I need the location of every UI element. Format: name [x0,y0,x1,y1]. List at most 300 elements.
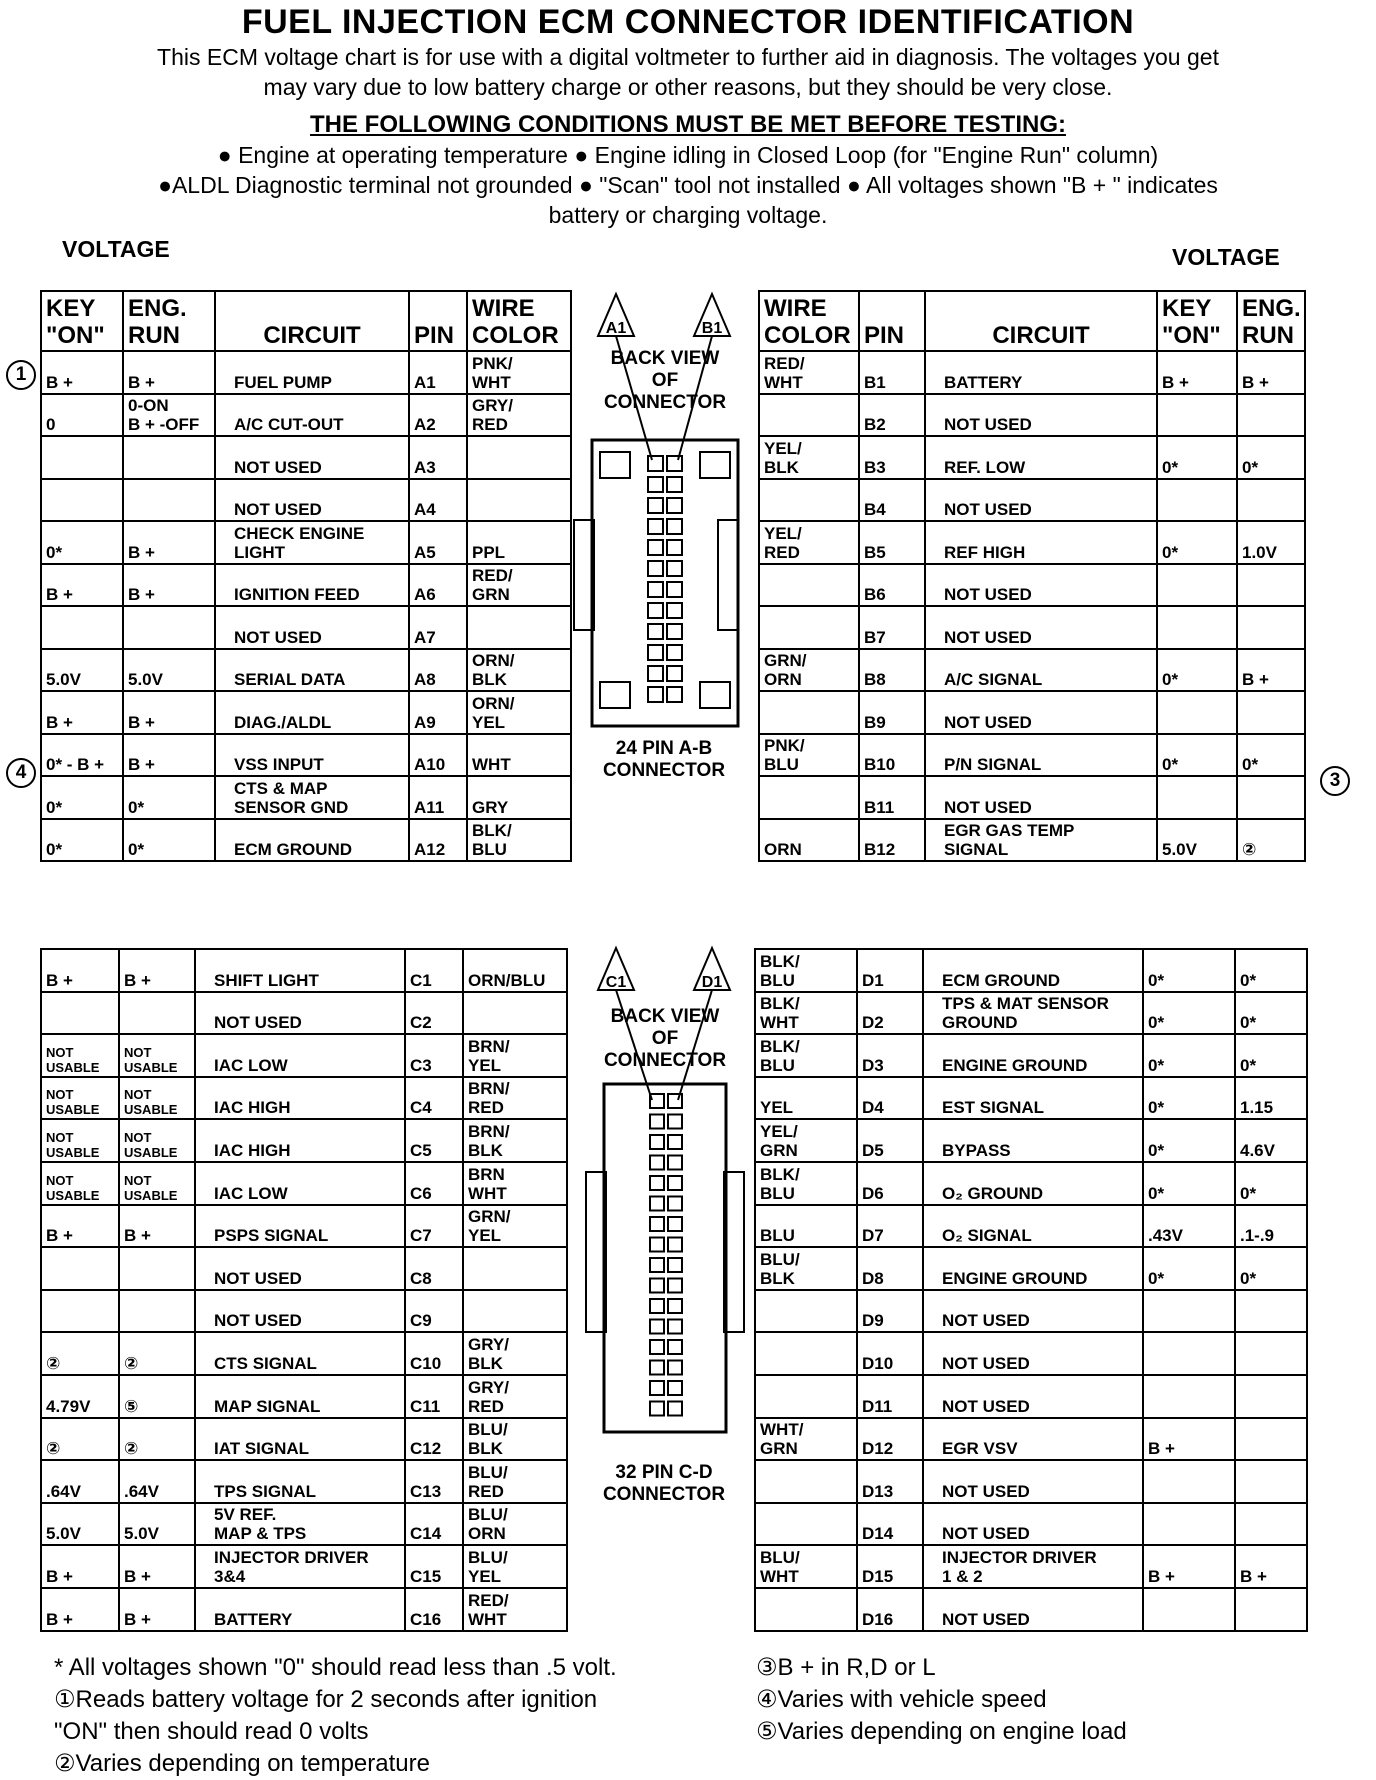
table-cell: D6 [857,1162,923,1205]
table-cell: PSPS SIGNAL [195,1205,405,1248]
table-cell: ⑤ [119,1375,195,1418]
table-cell: D10 [857,1332,923,1375]
connector-pin [650,1340,664,1354]
table-cell: GRY/ RED [463,1375,567,1418]
table-row [755,1418,1307,1461]
table-row [755,1162,1307,1205]
table-cell: 0* [1143,1034,1235,1077]
table-row [41,1545,567,1588]
table-cell: BLU/ YEL [463,1545,567,1588]
table-cell: 0* - B + [41,734,123,777]
table-cell: INJECTOR DRIVER 3&4 [195,1545,405,1588]
table-row [41,1375,567,1418]
table-row [41,1588,567,1631]
table-cell: IGNITION FEED [215,564,409,607]
table-row [755,1205,1307,1248]
connector-pin [668,1135,682,1149]
table-cell: B + [119,1545,195,1588]
table-cell: 0* [1157,521,1237,564]
table-cell: B + [1143,1418,1235,1461]
table-cell: NOT USED [215,479,409,522]
connector-pin [667,477,682,492]
table-cell: NOT USED [925,691,1157,734]
table-cell [1237,691,1305,734]
connector-body [592,440,738,726]
table-cell: B11 [859,776,925,819]
table-cell: EGR VSV [923,1418,1143,1461]
connector-pin [667,645,682,660]
table-cell: GRY/ RED [467,394,571,437]
table-cell: C14 [405,1503,463,1546]
col-wire-color: WIRE COLOR [759,291,859,351]
table-cell: C5 [405,1119,463,1162]
table-cell: 0* [1143,1077,1235,1120]
table-cell: ② [1237,819,1305,862]
col-key-on: KEY "ON" [41,291,123,351]
table-cell: PPL [467,521,571,564]
connector-pin [648,456,663,471]
table-cell [1157,776,1237,819]
table-cell: 0* [41,776,123,819]
connector-pin [650,1135,664,1149]
footnotes-left [54,1652,617,1780]
table-cell: 1.15 [1235,1077,1307,1120]
table-cell: NOT USABLE [41,1162,119,1205]
table-row [759,606,1305,649]
table-row [41,394,571,437]
table-cell [1157,394,1237,437]
table-cell: B2 [859,394,925,437]
connector-pin [668,1402,682,1416]
table-cell [119,1290,195,1333]
table-cell: B + [119,1205,195,1248]
table-cell [123,606,215,649]
table-row [41,436,571,479]
connector-pin [648,519,663,534]
connector-pin [668,1258,682,1272]
table-cell [41,992,119,1035]
table-cell [41,479,123,522]
connector-pin [668,1381,682,1395]
table-cell [41,436,123,479]
note-2: ②Varies depending on temperature [54,1750,430,1777]
connector-pin [668,1340,682,1354]
connector-a-table [40,290,572,862]
col-wire-color: WIRE COLOR [467,291,571,351]
table-cell: B + [119,949,195,992]
table-cell [1237,394,1305,437]
note-4: ④Varies with vehicle speed [756,1686,1047,1713]
table-cell: NOT USABLE [119,1077,195,1120]
table-row [41,1162,567,1205]
table-cell: RED/ WHT [463,1588,567,1631]
table-cell [123,479,215,522]
table-cell: TPS & MAT SENSOR GROUND [923,992,1143,1035]
table-cell [1235,1588,1307,1631]
table-row [41,649,571,692]
table-cell: .43V [1143,1205,1235,1248]
table-cell: B7 [859,606,925,649]
table-cell: A6 [409,564,467,607]
table-cell: NOT USED [925,776,1157,819]
table-row [41,1034,567,1077]
table-cell: D1 [857,949,923,992]
table-row [755,1290,1307,1333]
table-cell: BLU/ RED [463,1460,567,1503]
connector-cd-view-label: BACK VIEW OF CONNECTOR [603,1006,727,1071]
voltage-label-left: VOLTAGE [62,236,170,262]
table-row [41,351,571,394]
table-row [759,351,1305,394]
table-cell: BLK/ BLU [467,819,571,862]
table-row [755,1588,1307,1631]
table-cell: B4 [859,479,925,522]
connector-tab [600,682,630,708]
table-cell [41,1290,119,1333]
table-cell [759,606,859,649]
table-cell: EGR GAS TEMP SIGNAL [925,819,1157,862]
table-cell: ② [119,1332,195,1375]
table-cell: BLK/ BLU [755,949,857,992]
table-cell: BLK/ WHT [755,992,857,1035]
table-cell: A7 [409,606,467,649]
col-key-on: KEY "ON" [1157,291,1237,351]
table-cell: NOT USABLE [119,1034,195,1077]
table-cell [755,1460,857,1503]
connector-pin [668,1279,682,1293]
table-cell: WHT [467,734,571,777]
connector-pin [668,1361,682,1375]
table-cell: IAT SIGNAL [195,1418,405,1461]
table-cell: YEL/ GRN [755,1119,857,1162]
table-cell: BRN/ RED [463,1077,567,1120]
table-cell: C15 [405,1545,463,1588]
table-cell: D8 [857,1247,923,1290]
table-cell: ECM GROUND [215,819,409,862]
table-cell: B + [1157,351,1237,394]
table-cell: NOT USED [195,1247,405,1290]
footnotes-right [756,1652,1127,1748]
pin-c1-label: C1 [605,974,627,991]
table-cell: B8 [859,649,925,692]
table-cell [1235,1332,1307,1375]
connector-latch [718,520,738,630]
table-cell: 0* [1237,734,1305,777]
table-cell: NOT USED [923,1290,1143,1333]
table-cell: B + [1237,351,1305,394]
table-cell: REF HIGH [925,521,1157,564]
table-row [41,1460,567,1503]
table-cell: GRY/ BLK [463,1332,567,1375]
table-row [755,1503,1307,1546]
table-cell [467,606,571,649]
table-cell [463,1247,567,1290]
connector-pin [650,1238,664,1252]
table-cell: IAC LOW [195,1162,405,1205]
table-row [41,1503,567,1546]
table-cell: NOT USABLE [119,1162,195,1205]
table-cell: D2 [857,992,923,1035]
table-row [41,606,571,649]
table-cell: BATTERY [925,351,1157,394]
table-cell: NOT USED [923,1375,1143,1418]
table-cell: YEL [755,1077,857,1120]
table-cell: B10 [859,734,925,777]
col-pin: PIN [859,291,925,351]
table-cell: ENGINE GROUND [923,1034,1143,1077]
table-header-row [41,291,571,351]
connector-pin [668,1176,682,1190]
table-cell [755,1290,857,1333]
table-cell: 5.0V [41,1503,119,1546]
connector-pin [648,540,663,555]
table-cell [1143,1332,1235,1375]
connector-pin [650,1217,664,1231]
table-cell: B5 [859,521,925,564]
pin-b1-label: B1 [701,320,723,337]
note-1: ①Reads battery voltage for 2 seconds after ignition [54,1686,598,1713]
table-cell: 0* [1143,1247,1235,1290]
table-cell: A11 [409,776,467,819]
table-cell: .64V [41,1460,119,1503]
table-cell: C12 [405,1418,463,1461]
table-cell [759,479,859,522]
table-cell: C8 [405,1247,463,1290]
table-cell: EST SIGNAL [923,1077,1143,1120]
table-cell: IAC HIGH [195,1119,405,1162]
table-row [41,1247,567,1290]
table-cell [463,1290,567,1333]
table-cell: B + [119,1588,195,1631]
table-cell: SERIAL DATA [215,649,409,692]
table-cell: BRN WHT [463,1162,567,1205]
connector-pin [668,1238,682,1252]
table-row [41,1077,567,1120]
connector-pin [650,1258,664,1272]
table-cell [1237,776,1305,819]
table-cell: PNK/ BLU [759,734,859,777]
table-cell: D13 [857,1460,923,1503]
connector-pin [648,561,663,576]
table-cell: B1 [859,351,925,394]
table-row [755,1460,1307,1503]
table-cell: MAP SIGNAL [195,1375,405,1418]
table-cell: YEL/ BLK [759,436,859,479]
table-row [755,1247,1307,1290]
table-cell: NOT USED [923,1503,1143,1546]
table-cell [1235,1503,1307,1546]
table-cell: .1-.9 [1235,1205,1307,1248]
table-cell: NOT USED [925,479,1157,522]
connector-pin [667,456,682,471]
table-cell: BLK/ BLU [755,1034,857,1077]
table-cell: GRN/ ORN [759,649,859,692]
table-cell: C11 [405,1375,463,1418]
connector-pin [667,666,682,681]
table-cell [1237,606,1305,649]
table-cell: 5V REF. MAP & TPS [195,1503,405,1546]
table-cell: IAC HIGH [195,1077,405,1120]
table-cell: NOT USED [923,1588,1143,1631]
table-cell: C1 [405,949,463,992]
table-cell: D11 [857,1375,923,1418]
table-cell [759,776,859,819]
table-row [41,564,571,607]
table-cell: P/N SIGNAL [925,734,1157,777]
connector-pin [648,603,663,618]
table-cell: A4 [409,479,467,522]
table-cell: YEL/ RED [759,521,859,564]
table-cell: ECM GROUND [923,949,1143,992]
table-cell: SHIFT LIGHT [195,949,405,992]
table-cell: BLU/ WHT [755,1545,857,1588]
connector-pin [668,1299,682,1313]
table-cell: INJECTOR DRIVER 1 & 2 [923,1545,1143,1588]
table-cell [41,606,123,649]
table-row [41,1418,567,1461]
table-cell: ENGINE GROUND [923,1247,1143,1290]
table-row [41,1332,567,1375]
table-row [41,734,571,777]
col-circuit: CIRCUIT [215,291,409,351]
table-cell: NOT USED [925,564,1157,607]
table-cell: A5 [409,521,467,564]
table-cell: NOT USED [215,606,409,649]
connector-pin [667,582,682,597]
table-cell: BLK/ BLU [755,1162,857,1205]
connector-tab [600,452,630,478]
note-3: ③B + in R,D or L [756,1654,936,1681]
table-row [41,949,567,992]
table-cell [1235,1418,1307,1461]
connector-pin [648,645,663,660]
table-cell: B + [41,564,123,607]
table-cell: B + [1143,1545,1235,1588]
table-cell [467,479,571,522]
table-cell: B + [123,734,215,777]
table-cell: 0* [1143,1119,1235,1162]
table-row [755,1545,1307,1588]
table-cell: B3 [859,436,925,479]
table-row [755,1034,1307,1077]
col-pin: PIN [409,291,467,351]
table-cell: B + [123,351,215,394]
connector-pin [650,1402,664,1416]
table-cell: C9 [405,1290,463,1333]
table-cell [1157,564,1237,607]
table-cell: .64V [119,1460,195,1503]
table-row [759,394,1305,437]
table-cell: 5.0V [119,1503,195,1546]
table-cell: 0 [41,394,123,437]
table-cell [1235,1460,1307,1503]
table-cell: A12 [409,819,467,862]
note-5: ⑤Varies depending on engine load [756,1718,1127,1745]
voltage-label-right: VOLTAGE [1172,244,1280,270]
connector-pin [650,1381,664,1395]
table-cell: 0* [1235,992,1307,1035]
table-cell: NOT USABLE [41,1077,119,1120]
connector-tab [700,452,730,478]
table-cell: D16 [857,1588,923,1631]
table-cell: 0* [1237,436,1305,479]
connector-ab-caption: 24 PIN A-B CONNECTOR [602,738,726,781]
connector-pins [650,1094,682,1416]
table-row [41,1290,567,1333]
connector-pin [668,1197,682,1211]
table-cell: NOT USABLE [41,1119,119,1162]
table-cell: C4 [405,1077,463,1120]
table-cell: B9 [859,691,925,734]
table-row [41,479,571,522]
connector-pin [667,498,682,513]
table-cell: A1 [409,351,467,394]
table-cell [1157,691,1237,734]
table-cell [1235,1375,1307,1418]
conditions-line-3: battery or charging voltage. [548,202,828,228]
table-cell: CTS & MAP SENSOR GND [215,776,409,819]
table-row [41,521,571,564]
col-eng-run: ENG. RUN [123,291,215,351]
connector-pin [648,498,663,513]
table-cell: 0* [1157,649,1237,692]
table-cell: A10 [409,734,467,777]
table-cell: ② [41,1332,119,1375]
table-cell: DIAG./ALDL [215,691,409,734]
table-cell: 5.0V [1157,819,1237,862]
table-cell: 4.79V [41,1375,119,1418]
table-cell: B + [123,691,215,734]
table-cell: D5 [857,1119,923,1162]
table-cell [119,992,195,1035]
table-cell: B + [41,1588,119,1631]
connector-pin [650,1197,664,1211]
table-cell: 0* [1157,436,1237,479]
table-header-row [759,291,1305,351]
table-cell: ORN/ BLK [467,649,571,692]
table-cell [755,1332,857,1375]
note-1-continued: "ON" then should read 0 volts [54,1718,369,1745]
table-cell: RED/ GRN [467,564,571,607]
table-cell: NOT USABLE [119,1119,195,1162]
table-cell [755,1375,857,1418]
table-row [759,436,1305,479]
table-row [41,776,571,819]
table-row [755,1332,1307,1375]
table-row [41,691,571,734]
table-cell: NOT USED [923,1332,1143,1375]
connector-pin [648,582,663,597]
table-cell: 0* [1143,992,1235,1035]
table-cell: 0* [41,521,123,564]
table-cell: NOT USED [195,1290,405,1333]
table-cell: BRN/ YEL [463,1034,567,1077]
table-cell [463,992,567,1035]
table-row [759,691,1305,734]
connector-c-table [40,948,568,1632]
table-cell [1157,606,1237,649]
connector-pin [650,1176,664,1190]
table-cell: NOT USED [215,436,409,479]
connector-pin [667,624,682,639]
table-cell: C3 [405,1034,463,1077]
table-cell: GRY [467,776,571,819]
table-cell [1237,479,1305,522]
table-row [759,521,1305,564]
connector-pin [668,1156,682,1170]
table-cell: A2 [409,394,467,437]
table-cell [1143,1290,1235,1333]
